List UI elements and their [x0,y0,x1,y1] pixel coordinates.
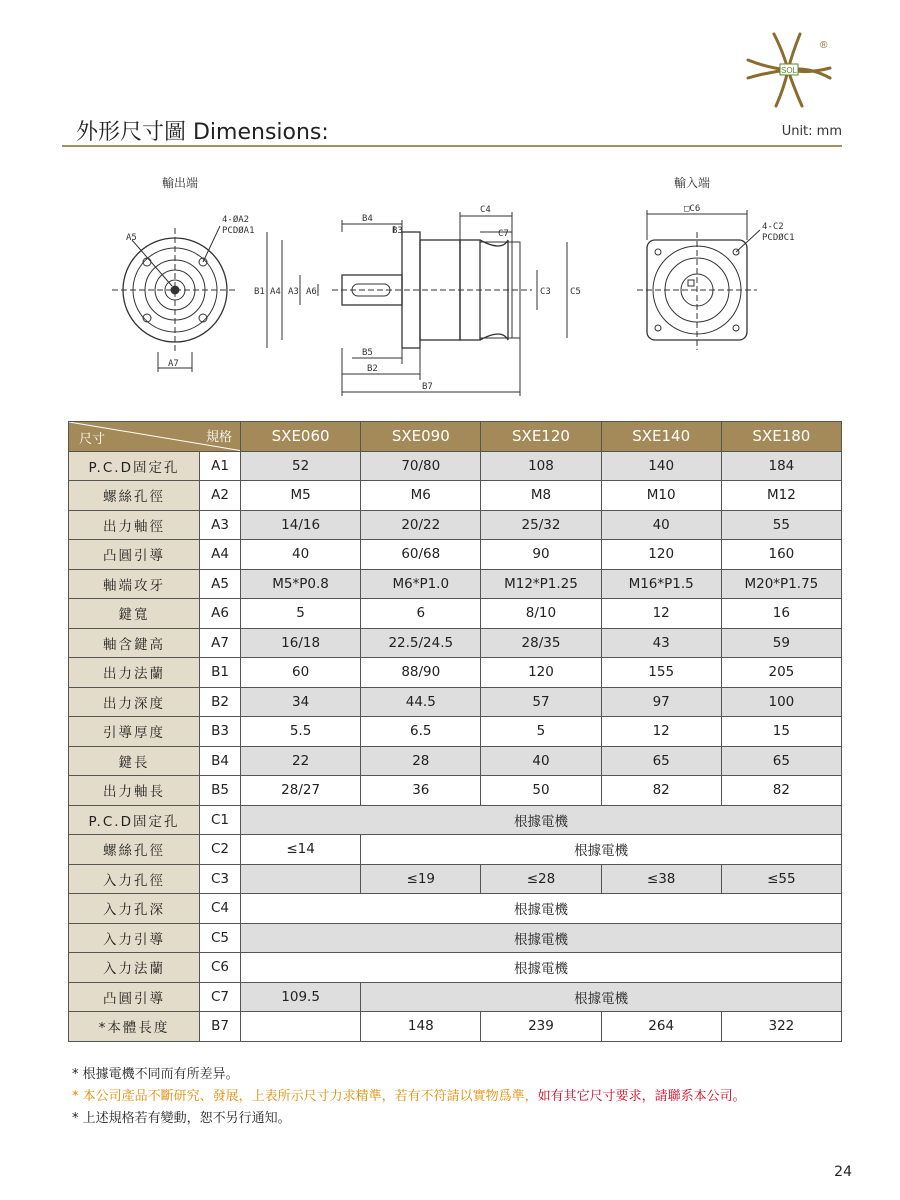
row-name: P.C.D固定孔 [69,805,200,835]
cell-value: ≤19 [361,864,481,894]
dim-c7: C7 [498,229,509,239]
table-row [69,746,842,776]
cell-value: ≤38 [601,864,721,894]
table-row [69,953,842,983]
dim-c1: PCDØC1 [762,233,795,243]
merged-value: 根據電機 [361,982,842,1012]
cell-value: 65 [721,746,841,776]
table-corner-cell [69,422,241,452]
dim-a5: A5 [126,233,137,243]
cell-value: 120 [481,658,601,688]
dim-a1: PCDØA1 [222,226,255,236]
cell-value: 65 [601,746,721,776]
cell-value: ≤28 [481,864,601,894]
cell-value: 109.5 [241,982,361,1012]
input-end-view [637,210,760,350]
cell-value: 16/18 [241,628,361,658]
cell-value: M8 [481,481,601,511]
row-name: P.C.D固定孔 [69,451,200,481]
dim-c4: C4 [480,205,491,215]
row-name: 出力軸徑 [69,510,200,540]
cell-value: 12 [601,599,721,629]
cell-value: 5 [241,599,361,629]
model-header: SXE120 [481,422,601,452]
row-code: A7 [200,628,241,658]
table-row [69,451,842,481]
row-code: C3 [200,864,241,894]
table-row [69,835,842,865]
row-code: C6 [200,953,241,983]
dim-a7: A7 [168,359,179,369]
cell-value: M20*P1.75 [721,569,841,599]
table-row [69,481,842,511]
dim-c6: □C6 [684,204,701,214]
row-code: C1 [200,805,241,835]
cell-value: 100 [721,687,841,717]
cell-value: 5 [481,717,601,747]
merged-value: 根據電機 [241,923,842,953]
cell-value: 140 [601,451,721,481]
cell-value: M6 [361,481,481,511]
cell-value: M10 [601,481,721,511]
row-name: 出力法蘭 [69,658,200,688]
row-code: B7 [200,1012,241,1042]
cell-value: 60 [241,658,361,688]
unit-label: Unit: mm [781,124,842,139]
registered-mark: ® [820,40,828,51]
cell-value: 14/16 [241,510,361,540]
dim-c3: C3 [540,287,551,297]
brand-logo [744,30,836,110]
dim-b5: B5 [362,348,373,358]
merged-value: 根據電機 [361,835,842,865]
cell-value: 90 [481,540,601,570]
table-row [69,923,842,953]
dim-b1: B1 [254,287,265,297]
dim-a4: A4 [270,287,281,297]
cell-value: 148 [361,1012,481,1042]
output-end-view [112,226,238,372]
cell-value: 22.5/24.5 [361,628,481,658]
dim-b7: B7 [422,382,433,392]
cell-value: 22 [241,746,361,776]
dimension-drawings [62,160,842,410]
row-code: A6 [200,599,241,629]
cell-value: 184 [721,451,841,481]
row-name: 螺絲孔徑 [69,835,200,865]
row-code: C5 [200,923,241,953]
cell-value: 50 [481,776,601,806]
cell-value: 43 [601,628,721,658]
table-row [69,628,842,658]
title-rule [62,145,842,147]
cell-value: 36 [361,776,481,806]
page-title: 外形尺寸圖 Dimensions: [76,120,329,145]
table-row [69,540,842,570]
cell-value: M6*P1.0 [361,569,481,599]
cell-value: 16 [721,599,841,629]
cell-value: 28/35 [481,628,601,658]
table-row [69,717,842,747]
model-header: SXE180 [721,422,841,452]
note-2-orange: * 本公司產品不斷研究、發展，上表所示尺寸力求精準，若有不符請以實物爲準， [72,1089,538,1104]
cell-value: 25/32 [481,510,601,540]
dim-a6: A6 [306,287,317,297]
row-name: 引導厚度 [69,717,200,747]
model-header: SXE060 [241,422,361,452]
logo-text: SOL [780,66,798,75]
merged-value: 根據電機 [241,894,842,924]
cell-value: 60/68 [361,540,481,570]
cell-value: 322 [721,1012,841,1042]
cell-value: 20/22 [361,510,481,540]
cell-value: 59 [721,628,841,658]
row-name: 入力法蘭 [69,953,200,983]
table-row [69,805,842,835]
cell-value: 82 [721,776,841,806]
cell-value: 40 [601,510,721,540]
row-code: B5 [200,776,241,806]
cell-value: 97 [601,687,721,717]
cell-value: 160 [721,540,841,570]
model-header: SXE090 [361,422,481,452]
cell-value: 205 [721,658,841,688]
side-view [267,212,567,396]
row-name: 入力孔深 [69,894,200,924]
row-code: C7 [200,982,241,1012]
spec-table [68,421,842,1042]
cell-value: 40 [481,746,601,776]
row-name: 凸圓引導 [69,982,200,1012]
row-code: B2 [200,687,241,717]
row-code: B4 [200,746,241,776]
cell-value: 44.5 [361,687,481,717]
row-name: 鍵寬 [69,599,200,629]
cell-value: 34 [241,687,361,717]
row-code: A4 [200,540,241,570]
row-name: 出力深度 [69,687,200,717]
note-1: * 根據電機不同而有所差异。 [72,1067,239,1082]
cell-value [241,864,361,894]
row-code: A5 [200,569,241,599]
dim-b3: B3 [392,226,403,236]
row-code: A2 [200,481,241,511]
row-code: B1 [200,658,241,688]
table-header-row [69,422,842,452]
cell-value: 239 [481,1012,601,1042]
notes [72,1064,746,1130]
cell-value: 70/80 [361,451,481,481]
table-row [69,982,842,1012]
row-name: 出力軸長 [69,776,200,806]
cell-value: 40 [241,540,361,570]
cell-value: 155 [601,658,721,688]
row-code: A3 [200,510,241,540]
dim-a2: 4-ØA2 [222,215,250,225]
cell-value: M5*P0.8 [241,569,361,599]
cell-value: 52 [241,451,361,481]
table-row [69,569,842,599]
cell-value: 5.5 [241,717,361,747]
note-2 [72,1086,746,1108]
merged-value: 根據電機 [241,953,842,983]
page-number: 24 [834,1164,852,1180]
row-code: A1 [200,451,241,481]
cell-value: 28/27 [241,776,361,806]
model-header: SXE140 [601,422,721,452]
table-row [69,599,842,629]
cell-value: 57 [481,687,601,717]
row-name: 鍵長 [69,746,200,776]
row-name: *本體長度 [69,1012,200,1042]
table-row [69,864,842,894]
dim-b2: B2 [367,364,378,374]
cell-value: ≤14 [241,835,361,865]
table-row [69,894,842,924]
cell-value: M16*P1.5 [601,569,721,599]
cell-value: 6 [361,599,481,629]
table-row [69,510,842,540]
row-name: 凸圓引導 [69,540,200,570]
dim-b4: B4 [362,214,373,224]
row-name: 入力孔徑 [69,864,200,894]
table-row [69,687,842,717]
row-name: 入力引導 [69,923,200,953]
table-row [69,776,842,806]
cell-value: 82 [601,776,721,806]
cell-value: M12 [721,481,841,511]
dim-a3: A3 [288,287,299,297]
cell-value: 120 [601,540,721,570]
row-code: C2 [200,835,241,865]
dim-c2: 4-C2 [762,222,784,232]
row-name: 軸含鍵高 [69,628,200,658]
cell-value: 28 [361,746,481,776]
row-name: 螺絲孔徑 [69,481,200,511]
cell-value: 15 [721,717,841,747]
cell-value [241,1012,361,1042]
dim-c5: C5 [570,287,581,297]
note-3: * 上述規格若有變動，恕不另行通知。 [72,1111,291,1126]
row-code: B3 [200,717,241,747]
cell-value: 55 [721,510,841,540]
row-code: C4 [200,894,241,924]
table-row [69,1012,842,1042]
cell-value: M5 [241,481,361,511]
corner-spec-label: 規格 [205,430,232,445]
cell-value: M12*P1.25 [481,569,601,599]
corner-size-label: 尺寸 [79,431,106,447]
note-2-red: 如有其它尺寸要求，請聯系本公司。 [537,1089,746,1104]
row-name: 軸端攻牙 [69,569,200,599]
cell-value: 264 [601,1012,721,1042]
cell-value: 108 [481,451,601,481]
cell-value: 88/90 [361,658,481,688]
cell-value: 12 [601,717,721,747]
cell-value: ≤55 [721,864,841,894]
cell-value: 6.5 [361,717,481,747]
input-end-label: 輸入端 [674,176,711,190]
merged-value: 根據電機 [241,805,842,835]
cell-value: 8/10 [481,599,601,629]
output-end-label: 輸出端 [162,176,199,190]
table-row [69,658,842,688]
